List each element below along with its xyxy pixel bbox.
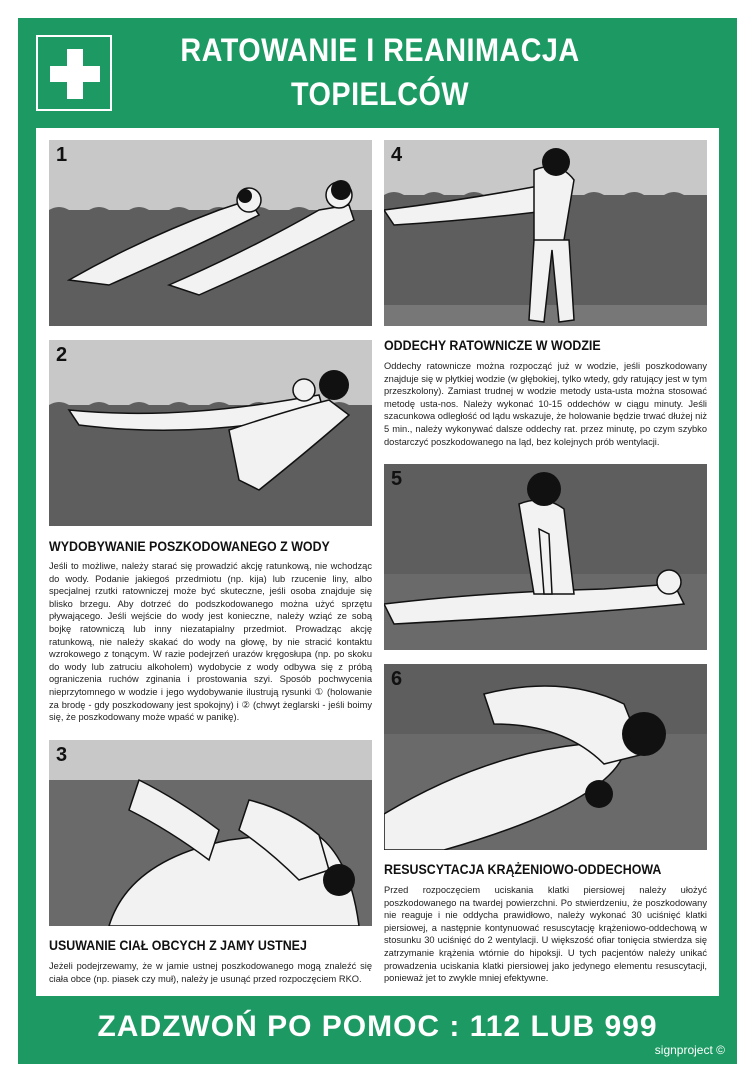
- step-number-5: 5: [391, 468, 403, 490]
- illustration-3-airway-clearing: [49, 740, 372, 926]
- text-extraction: Jeśli to możliwe, należy starać się prowadzić akcję ratunkową, nie wchodząc do wody. Podanie jakiegoś przedmiotu (np. kija) lub rzucenie liny, albo specjalnej rzutki ratowniczej może być skuteczne, jeśli osoba znajduje się blisko brzegu. Aby dotrzeć do podszkodowanego można użyć sprzętu pływającego. Jeśli wejście do wody jest konieczne, należy wziąć ze sobą bojkę ratowniczą lub inny niezatapialny przedmiot. Prowadząc akcję ratunkową, nie należy skakać do wody na głowę, by nie stracić kontaktu wzrokowego z tonącym. W razie podejrzeń urazów kręgosłupa (np. po skoku do wody lub zatruciu alkoholem) wydobycie z wody odbywa się z próbą ograniczenia ruchów zginania i prostowania szyi. Sposób pochwycenia nieprzytomnego w wodzie i jego wydobywanie ilustrują rysunki ① (holowanie za brodę - gdy poszkodowany jest spokojny) i ② (chwyt żeglarski - jeśli boimy się, że poszkodowany może wpaść w panikę).: [49, 561, 372, 723]
- illustration-5-chest-compressions: [384, 464, 707, 650]
- airway-clearing-drawing: [49, 740, 372, 926]
- step-number-2: 2: [56, 344, 68, 366]
- illustration-4-rescue-breaths: [384, 140, 707, 326]
- illustration-1-chin-tow: [49, 140, 372, 326]
- heading-cpr: RESUSCYTACJA KRĄŻENIOWO-ODDECHOWA: [384, 862, 662, 877]
- rescue-breaths-drawing: [384, 140, 707, 326]
- emergency-call-banner: ZADZWOŃ PO POMOC : 112 LUB 999: [97, 1010, 658, 1043]
- heading-rescue-breaths: ODDECHY RATOWNICZE W WODZIE: [384, 338, 601, 353]
- step-number-1: 1: [56, 144, 68, 166]
- ventilation-drawing: [384, 664, 707, 850]
- chin-tow-drawing: [49, 140, 372, 326]
- sailor-hold-drawing: [49, 340, 372, 526]
- text-rescue-breaths: Oddechy ratownicze można rozpocząć już w wodzie, jeśli poszkodowany znajduje się w płytkiej wodzie (w głębokiej, tylko wtedy, gdy ratujący jest w tym przeszkolony). Zamiast trudnej w wodzie metody usta-usta można stosować metodę usta-nos. Należy wykonać 10-15 oddechów w ciągu minuty. Jeśli szacunkowa odległość od lądu wskazuje, że holowanie będzie trwać dłużej niż 5 min., należy wykonywać dalsze oddechy rat. przez minutę, po czym szybko dostarczyć poszkodowanego na ląd, bez kolejnych prób wentylacji.: [384, 361, 707, 447]
- illustration-2-sailor-hold: [49, 340, 372, 526]
- brand-credit: signproject ©: [654, 1043, 725, 1057]
- content-panel: [36, 128, 719, 996]
- step-number-4: 4: [391, 144, 403, 166]
- chest-compressions-drawing: [384, 464, 707, 650]
- text-cpr: Przed rozpoczęciem uciskania klatki piersiowej należy ułożyć poszkodowanego na twardej powierzchni. Po stwierdzeniu, że poszkodowany nie reaguje i nie oddycha prawidłowo, należy wykonać 30 uciśnięć klatki piersiowej, a następnie kontynuować resuscytację krążeniowo-oddechową w stosunku 30 uciśnięć do 2 wentylacji. U większość ofiar tonięcia stwierdza się zatrzymanie krążenia wtórnie do hipoksji. U tych pacjentów należy unikać prowadzenia uciskania klatki piersiowej jako jedynego elementu resuscytacji, ponieważ jet to zwykle mniej efektywne.: [384, 885, 707, 984]
- text-airway: Jeżeli podejrzewamy, że w jamie ustnej poszkodowanego mogą znaleźć się ciała obce (np. piasek czy muł), należy je usunąć przed rozpoczęciem RKO.: [49, 961, 372, 984]
- step-number-6: 6: [391, 668, 403, 690]
- first-aid-cross-icon: [36, 35, 112, 111]
- cross-horizontal-bar: [50, 66, 100, 82]
- heading-airway: USUWANIE CIAŁ OBCYCH Z JAMY USTNEJ: [49, 938, 307, 953]
- page-title: [155, 28, 605, 116]
- step-number-3: 3: [56, 744, 68, 766]
- title-line-2: TOPIELCÓW: [291, 76, 469, 112]
- title-line-1: RATOWANIE I REANIMACJA: [180, 32, 580, 68]
- illustration-6-ventilation: [384, 664, 707, 850]
- heading-extraction: WYDOBYWANIE POSZKODOWANEGO Z WODY: [49, 539, 330, 554]
